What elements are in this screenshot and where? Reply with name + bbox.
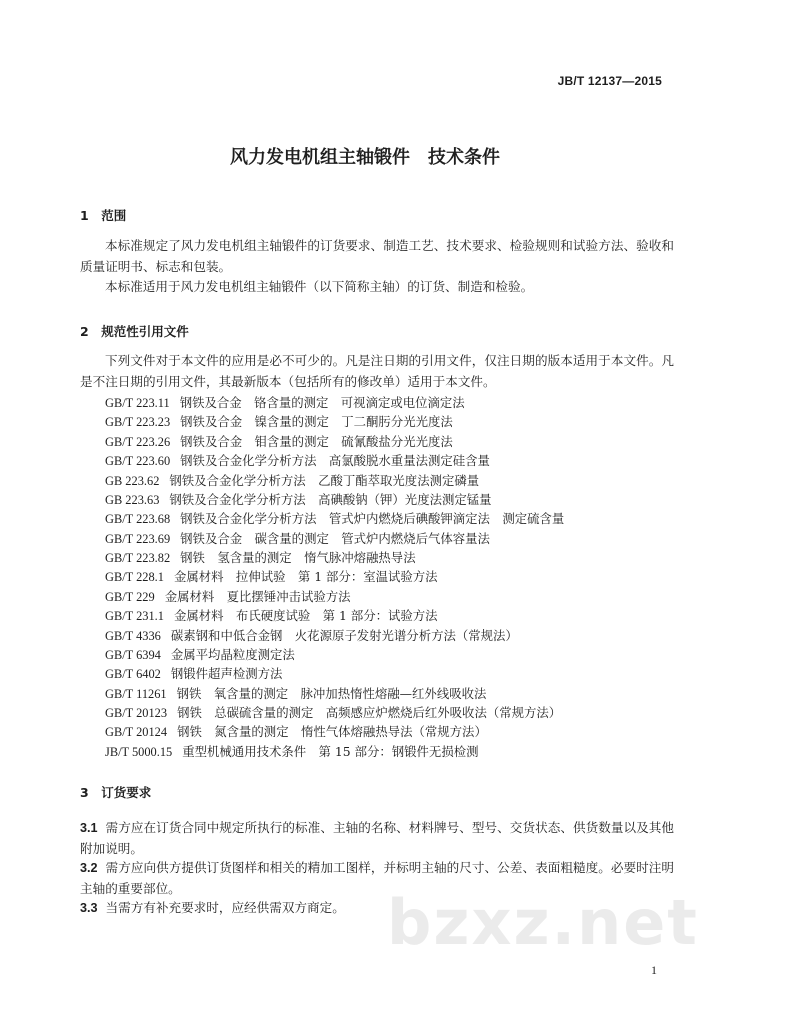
- reference-item: [105, 509, 564, 528]
- reference-title: 钢铁 氧含量的测定 脉冲加热惰性熔融—红外线吸收法: [176, 685, 487, 701]
- reference-title: 钢铁及合金 钼含量的测定 硫氰酸盐分光光度法: [180, 433, 453, 449]
- reference-title: 钢铁及合金化学分析方法 高碘酸钠（钾）光度法测定锰量: [169, 491, 492, 507]
- reference-title: 金属材料 拉伸试验 第 1 部分：室温试验方法: [173, 569, 438, 585]
- reference-item: [105, 664, 564, 683]
- clause-number: 3.1: [80, 821, 98, 835]
- reference-code: GB/T 223.82: [105, 551, 171, 565]
- reference-code: GB/T 229: [105, 589, 155, 604]
- reference-title: 钢铁 氢含量的测定 惰气脉冲熔融热导法: [180, 550, 416, 565]
- scope-paragraph-2: 本标准适用于风力发电机组主轴锻件（以下简称主轴）的订货、制造和检验。: [105, 279, 534, 294]
- reference-item: [105, 684, 564, 703]
- reference-code: GB/T 231.1: [105, 609, 164, 624]
- reference-code: GB/T 223.23: [105, 415, 171, 430]
- section-heading-references: 2 规范性引用文件: [80, 324, 189, 339]
- reference-code: GB 223.63: [105, 492, 160, 507]
- reference-code: GB 223.62: [105, 473, 160, 488]
- clause-text: 当需方有补充要求时，应经供需双方商定。: [105, 900, 345, 915]
- reference-code: GB/T 223.26: [105, 434, 171, 449]
- reference-code: GB/T 6394: [105, 647, 161, 662]
- reference-code: JB/T 5000.15: [105, 744, 173, 759]
- reference-title: 钢铁 氮含量的测定 惰性气体熔融热导法（常规方法）: [177, 724, 487, 740]
- reference-item: [105, 451, 564, 470]
- reference-item: [105, 393, 564, 412]
- clause-number: 3.3: [80, 901, 98, 915]
- clause-text: 需方应在订货合同中规定所执行的标准、主轴的名称、材料牌号、型号、交货状态、供货数量以及其他附加说明。: [80, 820, 674, 856]
- reference-item: [105, 432, 564, 451]
- reference-title: 金属材料 布氏硬度试验 第 1 部分：试验方法: [173, 608, 438, 624]
- reference-title: 钢铁及合金化学分析方法 高氯酸脱水重量法测定硅含量: [180, 453, 490, 469]
- document-title: 风力发电机组主轴锻件 技术条件: [230, 147, 500, 168]
- references-intro: 下列文件对于本文件的应用是必不可少的。凡是注日期的引用文件，仅注日期的版本适用于本文件。凡是不注日期的引用文件，其最新版本（包括所有的修改单）适用于本文件。: [80, 353, 674, 389]
- reference-code: GB/T 20124: [105, 725, 168, 740]
- reference-title: 钢铁及合金化学分析方法 管式炉内燃烧后碘酸钾滴定法 测定硫含量: [180, 511, 565, 527]
- reference-list: [105, 393, 564, 761]
- section-heading-scope: 1 范围: [80, 208, 127, 223]
- reference-item: [105, 490, 564, 509]
- reference-code: GB/T 223.60: [105, 454, 171, 469]
- reference-title: 金属材料 夏比摆锤冲击试验方法: [164, 588, 351, 604]
- page-number: 1: [651, 963, 657, 977]
- clause-3-1: [80, 818, 674, 859]
- reference-item: [105, 412, 564, 431]
- reference-item: [105, 703, 564, 722]
- reference-item: [105, 742, 564, 761]
- watermark: bzxz.net: [387, 886, 699, 959]
- reference-item: [105, 606, 564, 625]
- reference-item: [105, 587, 564, 606]
- reference-code: GB/T 223.69: [105, 531, 171, 546]
- reference-title: 碳素钢和中低合金钢 火花源原子发射光谱分析方法（常规法）: [170, 627, 518, 643]
- clause-number: 3.2: [80, 861, 98, 875]
- reference-code: GB/T 6402: [105, 667, 161, 682]
- clause-text: 需方应向供方提供订货图样和相关的精加工图样，并标明主轴的尺寸、公差、表面粗糙度。必要时注明主轴的重要部位。: [80, 860, 674, 896]
- reference-title: 钢铁及合金 铬含量的测定 可视滴定或电位滴定法: [179, 395, 465, 410]
- reference-code: GB/T 223.11: [105, 396, 170, 410]
- reference-code: GB/T 20123: [105, 706, 168, 720]
- scope-paragraph-1: 本标准规定了风力发电机组主轴锻件的订货要求、制造工艺、技术要求、检验规则和试验方法、验收和质量证明书、标志和包装。: [80, 238, 674, 274]
- reference-title: 金属平均晶粒度测定法: [170, 646, 295, 662]
- reference-code: GB/T 228.1: [105, 570, 164, 585]
- reference-title: 钢铁及合金 碳含量的测定 管式炉内燃烧后气体容量法: [180, 530, 490, 546]
- reference-item: [105, 529, 564, 548]
- reference-code: GB/T 11261: [105, 686, 167, 701]
- reference-title: 钢铁 总碳硫含量的测定 高频感应炉燃烧后红外吸收法（常规方法）: [177, 705, 562, 720]
- reference-code: GB/T 223.68: [105, 512, 171, 527]
- reference-title: 重型机械通用技术条件 第 15 部分：钢锻件无损检测: [182, 743, 479, 759]
- reference-code: GB/T 4336: [105, 628, 161, 643]
- document-code: JB/T 12137—2015: [557, 74, 662, 88]
- reference-item: [105, 548, 564, 567]
- reference-item: [105, 567, 564, 586]
- reference-item: [105, 722, 564, 741]
- reference-item: [105, 645, 564, 664]
- reference-item: [105, 626, 564, 645]
- reference-item: [105, 471, 564, 490]
- reference-title: 钢铁及合金 镍含量的测定 丁二酮肟分光光度法: [180, 414, 453, 430]
- section-heading-ordering: 3 订货要求: [80, 785, 152, 800]
- reference-title: 钢铁及合金化学分析方法 乙酸丁酯萃取光度法测定磷量: [169, 472, 480, 488]
- reference-title: 钢锻件超声检测方法: [170, 666, 283, 682]
